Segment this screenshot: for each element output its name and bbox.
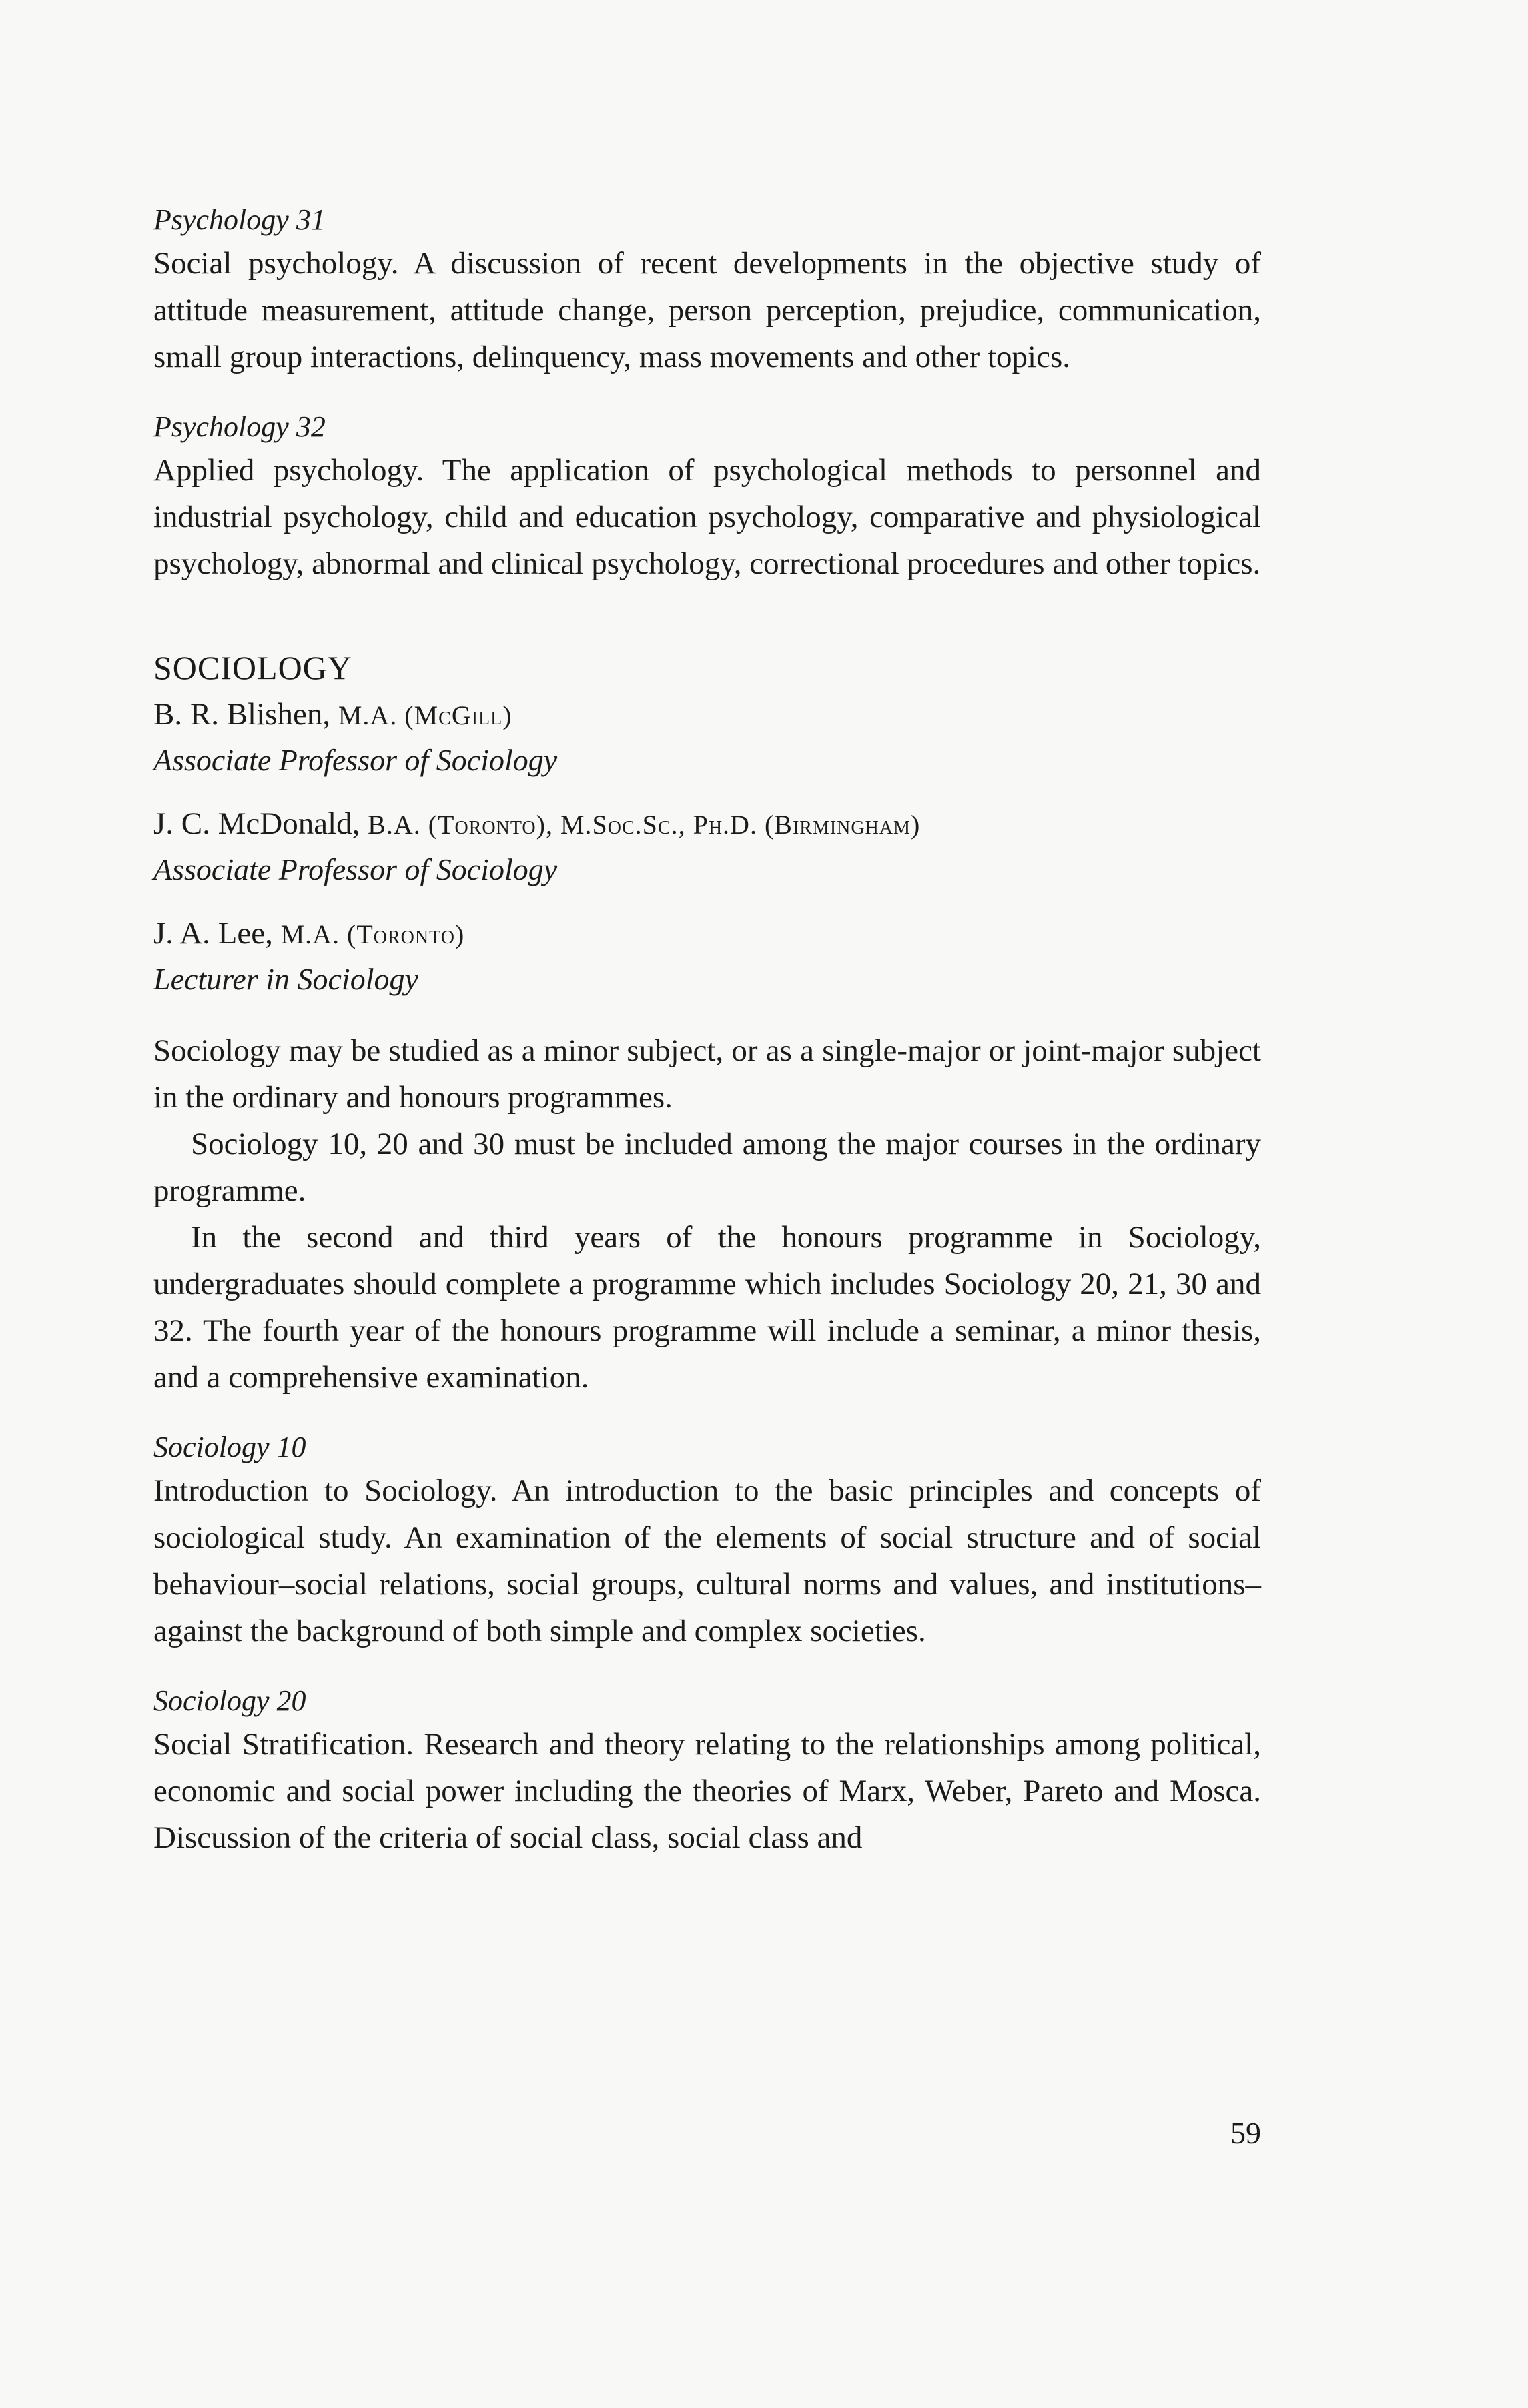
course-sociology-10 bbox=[153, 1427, 1261, 1654]
sociology-section bbox=[153, 644, 1261, 1401]
faculty-name: J. A. Lee, bbox=[153, 916, 273, 951]
course-heading: Psychology 31 bbox=[153, 203, 326, 236]
faculty-credentials: M.A. (Toronto) bbox=[280, 919, 465, 949]
intro-paragraph: Sociology may be studied as a minor subject, or as a single-major or joint-major subject in the ordinary and honours programmes. bbox=[153, 1033, 1261, 1115]
faculty-title: Associate Professor of Sociology bbox=[153, 743, 558, 777]
faculty-credentials: B.A. (Toronto), M.Soc.Sc., Ph.D. (Birmingham) bbox=[368, 810, 921, 840]
faculty-entry bbox=[153, 800, 1261, 891]
page-number: 59 bbox=[1230, 2116, 1261, 2150]
course-description: Social Stratification. Research and theory relating to the relationships among political, economic and social power including the theories of Marx, Weber, Pareto and Mosca. Discussion of the criteria of social class, social class and bbox=[153, 1727, 1261, 1855]
faculty-entry bbox=[153, 910, 1261, 1001]
intro-paragraph: In the second and third years of the honours programme in Sociology, undergraduates should complete a programme which includes Sociology 20, 21, 30 and 32. The fourth year of the honours programme will include a seminar, a minor thesis, and a comprehensive examination. bbox=[153, 1220, 1261, 1395]
faculty-title: Lecturer in Sociology bbox=[153, 962, 418, 996]
course-description: Applied psychology. The application of psychological methods to personnel and industrial psychology, child and education psychology, comparative and physiological psychology, abnormal and clinical psychology, correctional procedures and other topics. bbox=[153, 453, 1261, 581]
faculty-name: J. C. McDonald, bbox=[153, 806, 360, 841]
course-sociology-20 bbox=[153, 1681, 1261, 1861]
course-heading: Sociology 20 bbox=[153, 1684, 306, 1717]
course-heading: Sociology 10 bbox=[153, 1431, 306, 1463]
course-heading: Psychology 32 bbox=[153, 410, 326, 443]
course-description: Social psychology. A discussion of recent developments in the objective study of attitude measurement, attitude change, person perception, prejudice, communication, small group interactions, delinquency, mass movements and other topics. bbox=[153, 246, 1261, 374]
intro-paragraph: Sociology 10, 20 and 30 must be included among the major courses in the ordinary programme. bbox=[153, 1127, 1261, 1208]
faculty-entry bbox=[153, 691, 1261, 782]
section-title: SOCIOLOGY bbox=[153, 649, 352, 686]
course-psychology-32 bbox=[153, 407, 1261, 587]
faculty-name: B. R. Blishen, bbox=[153, 697, 331, 732]
course-description: Introduction to Sociology. An introduction to the basic principles and concepts of sociological study. An examination of the elements of social structure and of social behaviour–social relations, social groups, cultural norms and values, and institutions–against the background of both simple and complex societies. bbox=[153, 1473, 1261, 1648]
faculty-title: Associate Professor of Sociology bbox=[153, 852, 558, 886]
course-psychology-31 bbox=[153, 200, 1261, 380]
text-column bbox=[153, 200, 1261, 1861]
faculty-credentials: M.A. (McGill) bbox=[338, 700, 512, 730]
